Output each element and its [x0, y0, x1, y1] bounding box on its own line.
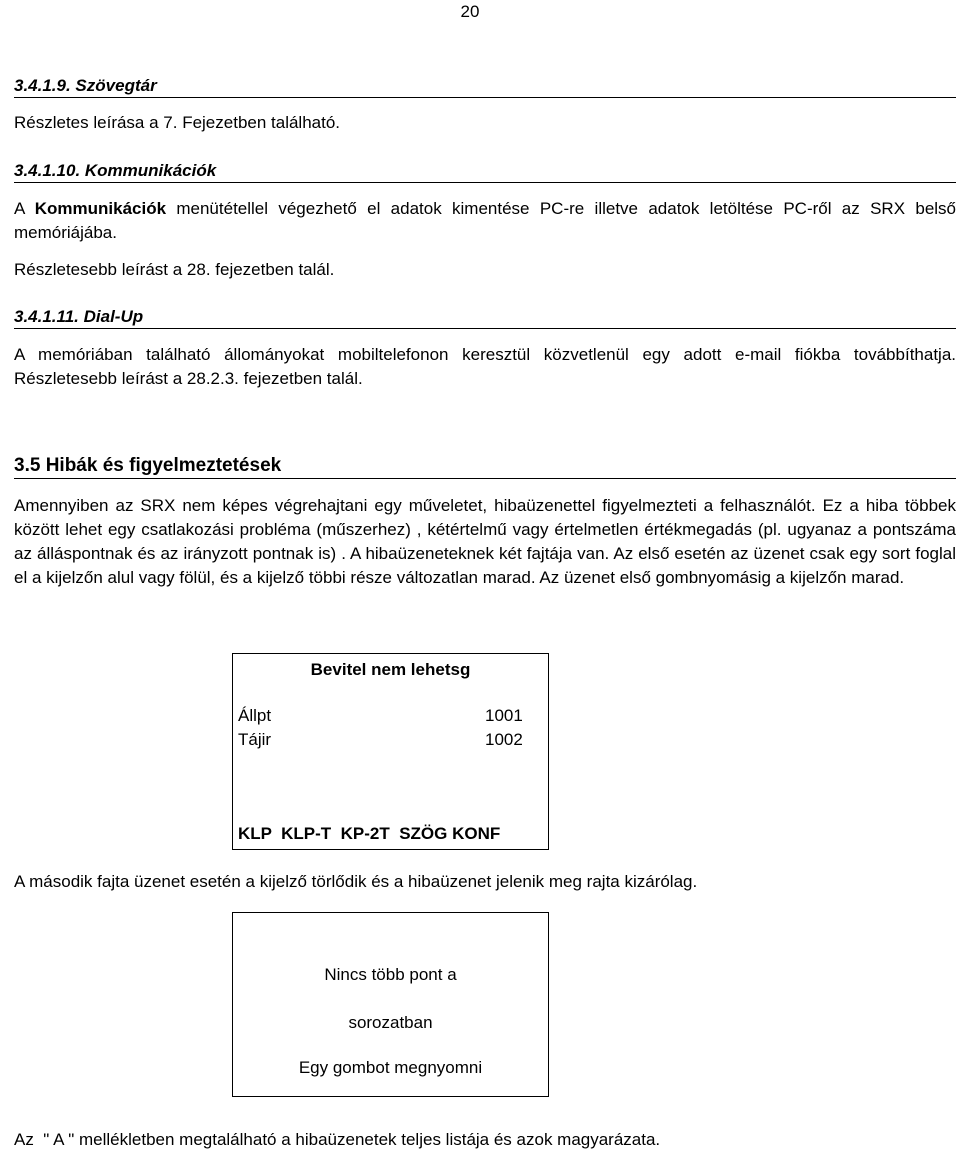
- heading-szovegtar: 3.4.1.9. Szövegtár: [14, 75, 956, 98]
- display2-line-1: Nincs több pont a: [324, 965, 457, 984]
- paragraph-kommunikaciok: [14, 197, 956, 245]
- heading-hibak: 3.5 Hibák és figyelmeztetések: [14, 454, 956, 479]
- page-number: 20: [460, 2, 480, 21]
- paragraph-dial-up: A memóriában található állományokat mobiltelefonon keresztül közvetlenül egy adott e-mail fiókba továbbíthatja. Részletesebb leírást a 28.2.3. fejezetben talál.: [14, 345, 956, 388]
- paragraph-second-type: A második fajta üzenet esetén a kijelző törlődik és a hibaüzenet jelenik meg rajta kizárólag.: [14, 872, 698, 891]
- display1-row-value-1: 1002: [485, 730, 523, 749]
- paragraph-kommunikaciok-pre: A: [14, 199, 35, 218]
- paragraph-kommunikaciok-post: menütétellel végezhető el adatok kimentése PC-re illetve adatok letöltése PC-ről az SRX belső memóriájába.: [14, 199, 956, 242]
- display1-row-value-0: 1001: [485, 706, 523, 725]
- display-error-box-1: [232, 653, 549, 850]
- display-error-box-2: [232, 912, 549, 1097]
- display1-row-label-0: Állpt: [238, 706, 272, 725]
- paragraph-footer: Az " A " mellékletben megtalálható a hibaüzenetek teljes listája és azok magyarázata.: [14, 1130, 661, 1149]
- heading-kommunikaciok: 3.4.1.10. Kommunikációk: [14, 160, 956, 183]
- display1-row-label-1: Tájir: [238, 730, 272, 749]
- display1-softkeys: KLP KLP-T KP-2T SZÖG KONF: [238, 824, 501, 843]
- display2-line-2: sorozatban: [348, 1013, 433, 1032]
- paragraph-kommunikaciok-bold: Kommunikációk: [34, 199, 167, 218]
- display2-line-3: Egy gombot megnyomni: [298, 1058, 483, 1077]
- paragraph-kommunikaciok-ref: Részletesebb leírást a 28. fejezetben talál.: [14, 260, 335, 279]
- paragraph-hibak: Amennyiben az SRX nem képes végrehajtani egy műveletet, hibaüzenettel figyelmezteti a felhasználót. Ez a hiba többek között lehet egy csatlakozási probléma (műszerhez) , kétértelmű vagy értelmetlen értékmegadás (pl. ugyanaz a pontszáma az álláspontnak és az irányzott pontnak is) . A hibaüzeneteknek két fajtája van. Az első esetén az üzenet csak egy sort foglal el a kijelzőn alul vagy fölül, és a kijelző többi része változatlan marad. Az üzenet első gombnyomásig a kijelzőn marad.: [14, 496, 956, 587]
- paragraph-szovegtar: Részletes leírása a 7. Fejezetben található.: [14, 113, 341, 132]
- heading-dial-up: 3.4.1.11. Dial-Up: [14, 306, 956, 329]
- display1-title: Bevitel nem lehetsg: [310, 660, 471, 679]
